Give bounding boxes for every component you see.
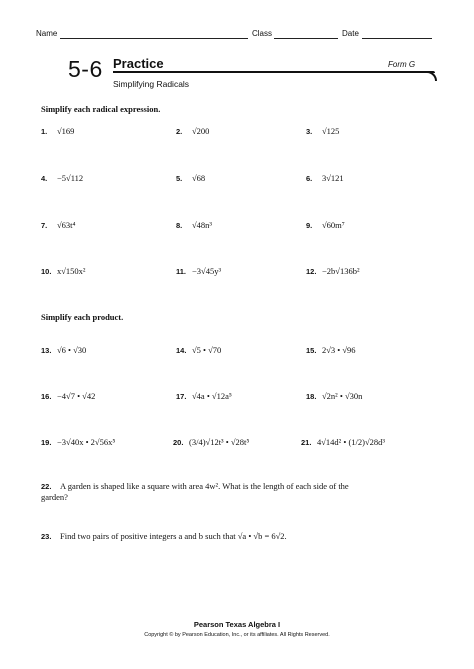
problem-expression: (3/4)√12t³ • √28t⁵ bbox=[189, 437, 250, 447]
problem-number: 16. bbox=[41, 392, 52, 401]
problem-expression: √169 bbox=[57, 126, 75, 136]
lesson-number: 5-6 bbox=[68, 56, 103, 82]
problem-expression: 2√3 • √96 bbox=[322, 345, 356, 355]
problem-11 bbox=[176, 266, 221, 276]
problem-12 bbox=[306, 266, 360, 276]
problem-23 bbox=[41, 531, 361, 542]
problem-expression: √48n³ bbox=[192, 220, 212, 230]
problem-7 bbox=[41, 220, 76, 230]
problem-text: Find two pairs of positive integers a and b such that √a • √b = 6√2. bbox=[60, 531, 287, 541]
problem-number: 11. bbox=[176, 267, 187, 276]
problem-22 bbox=[41, 481, 361, 502]
problem-5 bbox=[176, 173, 205, 183]
page-subtitle: Simplifying Radicals bbox=[113, 79, 190, 89]
problem-19 bbox=[41, 437, 115, 447]
problem-expression: −5√112 bbox=[57, 173, 84, 183]
problem-number: 18. bbox=[306, 392, 317, 401]
problem-21 bbox=[301, 437, 385, 447]
problem-expression: √2n² • √30n bbox=[322, 391, 363, 401]
problem-number: 9. bbox=[306, 221, 313, 230]
problem-1 bbox=[41, 126, 74, 136]
problem-expression: √200 bbox=[192, 126, 210, 136]
problem-expression: √125 bbox=[322, 126, 340, 136]
problem-text: A garden is shaped like a square with area 4w². What is the length of each side of the garden? bbox=[41, 481, 349, 502]
problem-number: 7. bbox=[41, 221, 48, 230]
problem-expression: √68 bbox=[192, 173, 206, 183]
title-rule bbox=[113, 71, 435, 73]
date-field[interactable] bbox=[362, 38, 432, 39]
problem-9 bbox=[306, 220, 345, 230]
name-field[interactable] bbox=[60, 38, 248, 39]
problem-14 bbox=[176, 345, 221, 355]
problem-expression: √63t⁴ bbox=[57, 220, 76, 230]
problem-2 bbox=[176, 126, 209, 136]
page-title: Practice bbox=[113, 56, 164, 71]
problem-number: 15. bbox=[306, 346, 317, 355]
problem-expression: x√150x² bbox=[57, 266, 86, 276]
problem-expression: 4√14d² • (1/2)√28d³ bbox=[317, 437, 385, 447]
date-label: Date bbox=[342, 29, 359, 38]
problem-3 bbox=[306, 126, 339, 136]
problem-expression: −3√40x • 2√56x⁵ bbox=[57, 437, 116, 447]
problem-number: 1. bbox=[41, 127, 48, 136]
problem-number: 14. bbox=[176, 346, 187, 355]
problem-number: 3. bbox=[306, 127, 313, 136]
problem-expression: √5 • √70 bbox=[192, 345, 222, 355]
problem-expression: −2b√136b² bbox=[322, 266, 360, 276]
problem-6 bbox=[306, 173, 344, 183]
problem-expression: 3√121 bbox=[322, 173, 344, 183]
problem-number: 12. bbox=[306, 267, 317, 276]
problem-expression: −3√45y³ bbox=[192, 266, 222, 276]
problem-number: 13. bbox=[41, 346, 52, 355]
problem-15 bbox=[306, 345, 356, 355]
section-heading-simplify-products: Simplify each product. bbox=[41, 312, 124, 322]
problem-expression: −4√7 • √42 bbox=[57, 391, 96, 401]
problem-10 bbox=[41, 266, 85, 276]
problem-number: 8. bbox=[176, 221, 183, 230]
name-label: Name bbox=[36, 29, 58, 38]
problem-number: 6. bbox=[306, 174, 313, 183]
problem-16 bbox=[41, 391, 95, 401]
problem-17 bbox=[176, 391, 232, 401]
problem-number: 5. bbox=[176, 174, 183, 183]
problem-number: 2. bbox=[176, 127, 183, 136]
problem-4 bbox=[41, 173, 83, 183]
problem-number: 23. bbox=[41, 532, 52, 541]
problem-13 bbox=[41, 345, 86, 355]
problem-number: 10. bbox=[41, 267, 52, 276]
problem-expression: √60m⁷ bbox=[322, 220, 345, 230]
form-label: Form G bbox=[388, 60, 416, 69]
problem-expression: √6 • √30 bbox=[57, 345, 87, 355]
problem-number: 22. bbox=[41, 482, 52, 491]
problem-number: 21. bbox=[301, 438, 312, 447]
problem-number: 17. bbox=[176, 392, 187, 401]
problem-number: 4. bbox=[41, 174, 48, 183]
section-heading-simplify-radicals: Simplify each radical expression. bbox=[41, 104, 161, 114]
problem-number: 19. bbox=[41, 438, 52, 447]
class-field[interactable] bbox=[274, 38, 338, 39]
problem-number: 20. bbox=[173, 438, 184, 447]
footer-title: Pearson Texas Algebra I bbox=[193, 620, 281, 629]
class-label: Class bbox=[252, 29, 273, 38]
problem-8 bbox=[176, 220, 212, 230]
problem-18 bbox=[306, 391, 362, 401]
problem-expression: √4a • √12a⁵ bbox=[192, 391, 232, 401]
footer-copyright: Copyright © by Pearson Education, Inc., or its affiliates. All Rights Reserved. bbox=[144, 632, 330, 638]
problem-20 bbox=[173, 437, 249, 447]
